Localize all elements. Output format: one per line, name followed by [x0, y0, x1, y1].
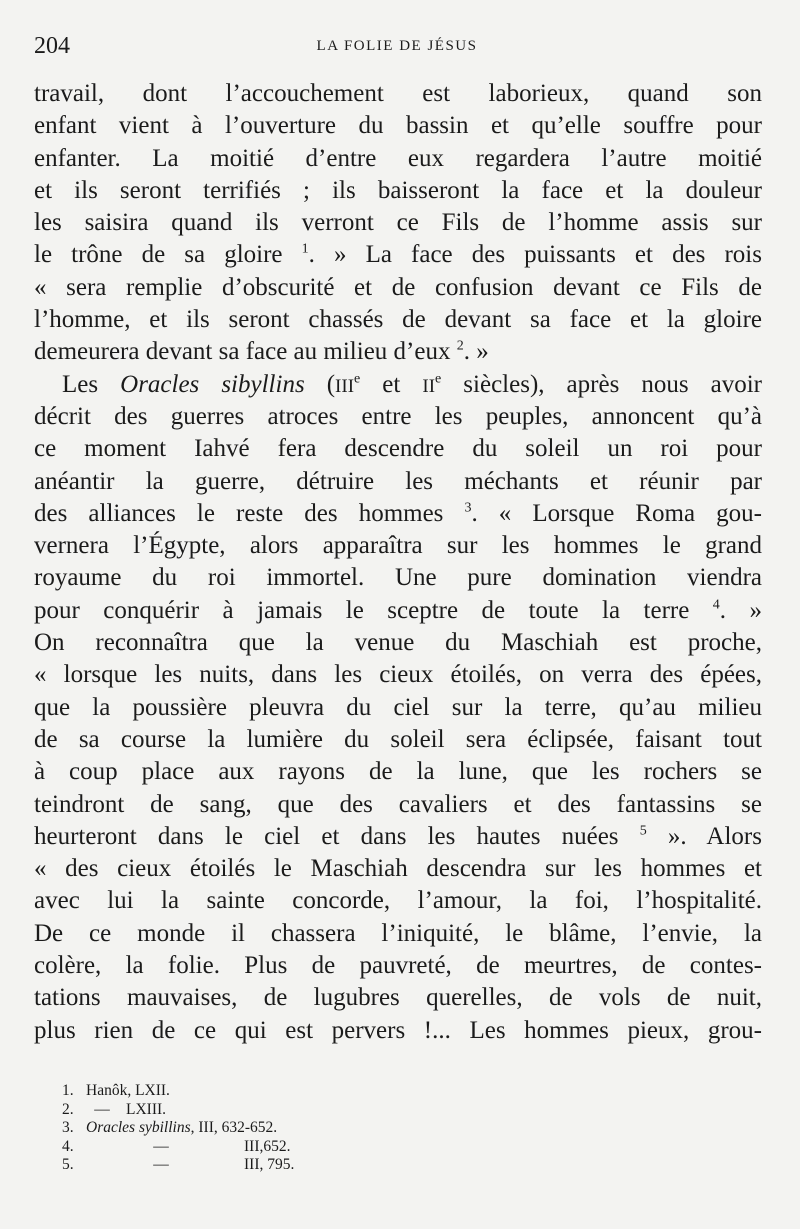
footnote-ref: 2 — [456, 339, 464, 355]
text-line: le trône de sa gloire $^1$. » La face des puissants et des rois — [34, 241, 762, 269]
footnote: 1. Hanôk, LXII. — [62, 1082, 170, 1099]
body-text — [34, 78, 762, 1047]
text-line: de sa course la lumière du soleil sera éclipsée, faisant tout — [34, 725, 762, 753]
text-line: De ce monde il chassera l’iniquité, le blâme, l’envie, la — [34, 919, 762, 947]
text-line: pour conquérir à jamais le sceptre de toute la terre $^4$. » — [34, 596, 763, 624]
text-line: décrit des guerres atroces entre les peuples, annoncent qu’à — [34, 402, 762, 430]
footnote-ref: 4 — [712, 597, 720, 613]
text-line: On reconnaîtra que la venue du Maschiah est proche, — [34, 629, 762, 657]
text-line: ce moment Iahvé fera descendre du soleil un roi pour — [34, 435, 762, 463]
text-line: « des cieux étoilés le Maschiah descendra sur les hommes et — [34, 855, 762, 883]
page-number: 204 — [34, 33, 70, 59]
footnote-ref: 3 — [464, 500, 472, 516]
text-line: avec lui la sainte concorde, l’amour, la foi, l’hospitalité. — [34, 887, 762, 915]
footnotes — [62, 1082, 294, 1175]
page-header — [34, 33, 760, 63]
text-line: « lorsque les nuits, dans les cieux étoilés, on verra des épées, — [34, 661, 762, 689]
text-line: « sera remplie d’obscurité et de confusion devant ce Fils de — [34, 273, 762, 301]
text-line: teindront de sang, que des cavaliers et des fantassins se — [34, 790, 762, 818]
footnote-ref: 5 — [639, 823, 647, 839]
footnote: 2. — LXIII. — [62, 1100, 167, 1118]
text-line: vernera l’Égypte, alors apparaîtra sur les hommes le grand — [34, 532, 762, 560]
text-line: demeurera devant sa face au milieu d’eux $^2$. » — [34, 338, 489, 366]
italic-title: Oracles sibyllins — [120, 370, 305, 398]
text-line: les saisira quand ils verront ce Fils de l’homme assis sur — [34, 209, 762, 237]
text-line: à coup place aux rayons de la lune, que les rochers se — [34, 758, 762, 786]
footnote: 5. — III, 795. — [62, 1156, 295, 1173]
text-line: l’homme, et ils seront chassés de devant sa face et la gloire — [34, 306, 762, 334]
text-line: et ils seront terrifiés ; ils baisseront la face et la douleur — [34, 176, 762, 204]
text-line: que la poussière pleuvra du ciel sur la terre, qu’au milieu — [34, 693, 762, 721]
text-line: colère, la folie. Plus de pauvreté, de meurtres, de contes- — [34, 952, 762, 980]
text-line: enfanter. La moitié d’entre eux regardera l’autre moitié — [34, 144, 762, 172]
text-line: anéantir la guerre, détruire les méchants et réunir par — [34, 467, 762, 495]
text-line: plus rien de ce qui est pervers !... Les hommes pieux, grou- — [34, 1016, 762, 1044]
footnote-ref: 1 — [301, 242, 309, 258]
text-line: tations mauvaises, de lugubres querelles, de vols de nuit, — [34, 984, 762, 1012]
text-line: des alliances le reste des hommes $^3$. « Lorsque Roma gou- — [34, 499, 762, 527]
running-title: LA FOLIE DE JÉSUS — [316, 38, 478, 54]
text-line: royaume du roi immortel. Une pure domination viendra — [34, 564, 762, 592]
text-line: Les Oracles sibyllins (IIIe et IIe siècles), après nous avoir — [62, 370, 762, 398]
text-line: travail, dont l’accouchement est laborieux, quand son — [34, 80, 762, 107]
text-line: enfant vient à l’ouverture du bassin et qu’elle souffre pour — [34, 112, 762, 140]
text-line: heurteront dans le ciel et dans les hautes nuées $^5$ ». Alors — [34, 822, 762, 850]
footnote: 4. — III,652. — [62, 1137, 291, 1155]
footnote: 3. Oracles sybillins, III, 632-652. — [62, 1119, 278, 1136]
